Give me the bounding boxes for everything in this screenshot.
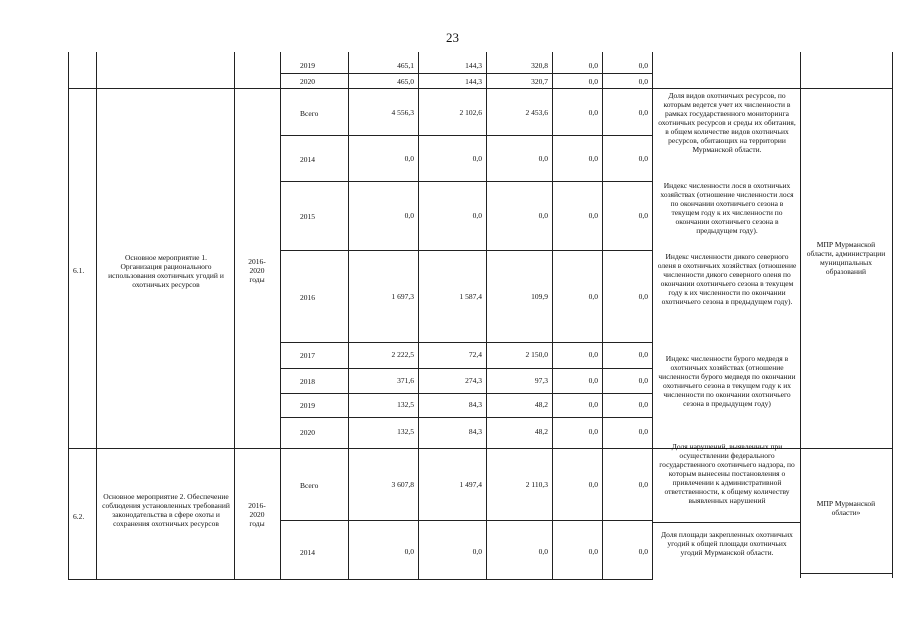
indicator-text: Индекс численности лося в охотничьих хозяйствах (отношение численности лося по окончании охотничьего сезона в текущем году к их численности по окончании охотничьего сезона в предыдущем году).: [660, 181, 794, 235]
item-number: 6.2.: [73, 512, 85, 521]
indicator-text: Индекс численности бурого медведя в охотничьих хозяйствах (отношение численности бурого медведя по окончании охотничьего сезона в текущем году к их численности по окончании охотничьего сезона в предыдущем году): [658, 354, 796, 408]
page-number: 23: [446, 30, 459, 45]
executor: МПР Мурманской области, администрации муниципальных образований: [806, 240, 886, 276]
indicator-text: Доля площади закрепленных охотничьих угодий к общей площади охотничьих угодий Мурманской области.: [661, 530, 793, 557]
indicator-text: Индекс численности дикого северного оленя в охотничьих хозяйствах (отношение численности дикого северного оленя по окончании охотничьего сезона в текущем году к их численности по окончании охотничьего сезона в предыдущем году).: [657, 252, 797, 306]
period: 2016- 2020 годы: [248, 257, 266, 284]
measure-name: Основное мероприятие 1. Организация рационального использования охотничьих угодий и охотничьих ресурсов: [108, 253, 224, 289]
item-number: 6.1.: [73, 266, 85, 275]
indicator-text: Доля видов охотничьих ресурсов, по которым ведется учет их численности в рамках государственного мониторинга охотничьих ресурсов и среды их обитания, в общем количестве видов охотничьих ресурсов, обитающих на территории Мурманской области.: [658, 91, 796, 154]
measure-name: Основное мероприятие 2. Обеспечение соблюдения установленных требований законодательства в сфере охоты и сохранения охотничьих ресурсов: [102, 492, 230, 528]
period: 2016- 2020 годы: [248, 501, 266, 528]
indicator-text: Доля нарушений, выявленных при осуществлении федерального государственного охотничьего надзора, по которым вынесены постановления о привлечении к административной ответственности, к общему количеству выявленных нарушений: [659, 442, 795, 505]
executor: МПР Мурманской области»: [816, 499, 876, 517]
